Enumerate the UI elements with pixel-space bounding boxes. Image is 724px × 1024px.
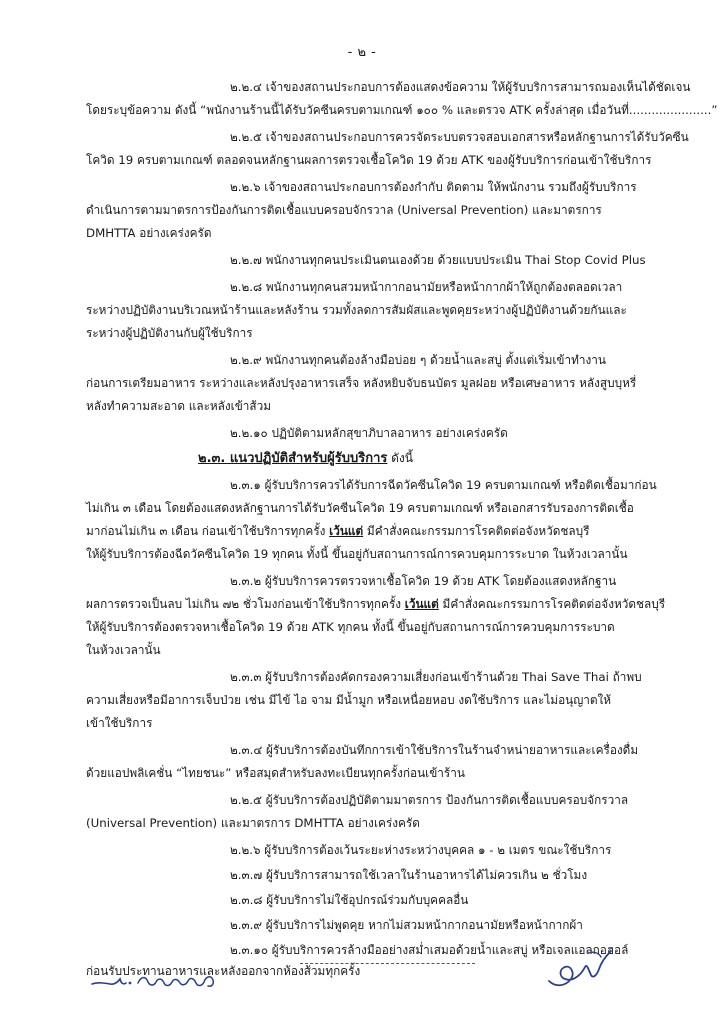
- item-2-3-10-line-2: ก่อนรับประทานอาหารและหลังออกจากห้องส้วมทุกครั้ง: [86, 964, 361, 978]
- item-2-2-9-line-1: ๒.๒.๙ พนักงานทุกคนต้องล้างมือบ่อย ๆ ด้วยน้ำและสบู่ ตั้งแต่เริ่มเข้าทำงาน: [230, 353, 606, 367]
- section-heading-title: ๒.๓. แนวปฏิบัติสำหรับผู้รับบริการ: [198, 451, 388, 466]
- item-2-3-1-line-4: ให้ผู้รับบริการต้องฉีดวัคซีนโควิด 19 ทุกคน ทั้งนี้ ขึ้นอยู่กับสถานการณ์การควบคุมการระบาด ในห้วงเวลานั้น: [86, 547, 628, 561]
- item-2-2-9-line-2: ก่อนการเตรียมอาหาร ระหว่างและหลังปรุงอาหารเสร็จ หลังหยิบจับธนบัตร มูลฝอย หรือเศษอาหาร หลังสูบบุหรี่: [86, 376, 637, 390]
- section-heading-tail: ดังนี้: [391, 451, 413, 465]
- item-2-3-2-em: เว้นแต่: [404, 597, 439, 611]
- section-heading: [198, 449, 413, 468]
- item-2-3-3-line-3: เข้าใช้บริการ: [86, 716, 153, 730]
- item-2-3-1-line-1: ๒.๓.๑ ผู้รับบริการควรได้รับการฉีดวัคซีนโควิด 19 ครบตามเกณฑ์ หรือติดเชื้อมาก่อน: [230, 478, 657, 492]
- item-2-2-8-line-2: ระหว่างปฏิบัติงานบริเวณหน้าร้านและหลังร้าน รวมทั้งลดการสัมผัสและพูดคุยระหว่างผู้ปฏิบัติงานด้วยกันและ: [86, 303, 627, 317]
- item-2-3-1-line-2: ไม่เกิน ๓ เดือน โดยต้องแสดงหลักฐานการได้รับวัคซีนโควิด 19 ครบตามเกณฑ์ หรือเอกสารรับรองการติดเชื้อ: [86, 501, 634, 515]
- item-2-3-1-em-after: มีคำสั่งคณะกรรมการโรคติดต่อจังหวัดชลบุรี: [363, 524, 590, 538]
- item-2-2-8-line-1: ๒.๒.๘ พนักงานทุกคนสวมหน้ากากอนามัยหรือหน้ากากผ้าให้ถูกต้องตลอดเวลา: [230, 280, 623, 294]
- item-2-3-8-line-1: ๒.๓.๘ ผู้รับบริการไม่ใช้อุปกรณ์ร่วมกับบุคคลอื่น: [230, 893, 469, 907]
- item-2-3-2-em-after: มีคำสั่งคณะกรรมการโรคติดต่อจังหวัดชลบุรี: [438, 597, 666, 611]
- item-2-3-1-em-before: มาก่อนไม่เกิน ๓ เดือน ก่อนเข้าใช้บริการทุกครั้ง: [86, 524, 330, 538]
- item-2-3-6-line-1: ๒.๒.๖ ผู้รับบริการต้องเว้นระยะห่างระหว่างบุคคล ๑ - ๒ เมตร ขณะใช้บริการ: [230, 843, 612, 857]
- item-2-3-2-em-before: ผลการตรวจเป็นลบ ไม่เกิน ๗๒ ชั่วโมงก่อนเข้าใช้บริการทุกครั้ง: [86, 597, 405, 611]
- item-2-2-9-line-3: หลังทำความสะอาด และหลังเข้าส้วม: [86, 399, 271, 413]
- item-2-2-7-line-1: ๒.๒.๗ พนักงานทุกคนประเมินตนเองด้วย ด้วยแบบประเมิน Thai Stop Covid Plus: [230, 253, 646, 267]
- item-2-3-1-em: เว้นแต่: [329, 524, 364, 538]
- item-2-2-4-line-1: ๒.๒.๔ เจ้าของสถานประกอบการต้องแสดงข้อความ ให้ผู้รับบริการสามารถมองเห็นได้ชัดเจน: [230, 80, 691, 94]
- item-2-2-5-line-1: ๒.๒.๕ เจ้าของสถานประกอบการควรจัดระบบตรวจสอบเอกสารหรือหลักฐานการได้รับวัคซีน: [230, 130, 689, 144]
- item-2-3-5-line-2: (Universal Prevention) และมาตรการ DMHTTA อย่างเคร่งครัด: [86, 816, 420, 830]
- item-2-3-7-line-1: ๒.๓.๗ ผู้รับบริการสามารถใช้เวลาในร้านอาหารได้ไม่ควรเกิน ๒ ชั่วโมง: [230, 868, 588, 882]
- handwritten-signature: [545, 945, 615, 995]
- item-2-3-2-line-4: ในห้วงเวลานั้น: [86, 643, 161, 657]
- item-2-3-2-line-1: ๒.๓.๒ ผู้รับบริการควรตรวจหาเชื้อโควิด 19 ด้วย ATK โดยต้องแสดงหลักฐาน: [230, 574, 617, 588]
- item-2-3-4-line-1: ๒.๓.๔ ผู้รับบริการต้องบันทึกการเข้าใช้บริการในร้านจำหน่ายอาหารและเครื่องดื่ม: [230, 743, 639, 757]
- item-2-2-6-line-1: ๒.๒.๖ เจ้าของสถานประกอบการต้องกำกับ ติดตาม ให้พนักงาน รวมถึงผู้รับบริการ: [230, 180, 637, 194]
- item-2-3-5-line-1: ๒.๒.๕ ผู้รับบริการต้องปฏิบัติตามมาตรการ ป้องกันการติดเชื้อแบบครอบจักรวาล: [230, 793, 629, 807]
- item-2-3-9-line-1: ๒.๓.๙ ผู้รับบริการไม่พูดคุย หากไม่สวมหน้ากากอนามัยหรือหน้ากากผ้า: [230, 918, 583, 932]
- item-2-2-8-line-3: ระหว่างผู้ปฏิบัติงานกับผู้ใช้บริการ: [86, 326, 253, 340]
- item-2-3-4-line-2: ด้วยแอปพลิเคชั่น “ไทยชนะ” หรือสมุดสำหรับลงทะเบียนทุกครั้งก่อนเข้าร้าน: [86, 766, 465, 780]
- item-2-2-5-line-2: โควิด 19 ครบตามเกณฑ์ ตลอดจนหลักฐานผลการตรวจเชื้อโควิด 19 ด้วย ATK ของผู้รับบริการก่อนเข้าใช้บริการ: [86, 153, 652, 167]
- item-2-3-1-line-3: [86, 522, 589, 540]
- item-2-3-3-line-1: ๒.๓.๓ ผู้รับบริการต้องคัดกรองความเสี่ยงก่อนเข้าร้านด้วย Thai Save Thai ถ้าพบ: [230, 670, 642, 684]
- item-2-2-10-line-1: ๒.๒.๑๐ ปฏิบัติตามหลักสุขาภิบาลอาหาร อย่างเคร่งครัด: [230, 426, 508, 440]
- item-2-3-10-line-1: ๒.๓.๑๐ ผู้รับบริการควรล้างมืออย่างสม่ำเสมอด้วยน้ำและสบู่ หรือเจลแอลกอฮอล์: [230, 943, 629, 957]
- item-2-3-2-line-3: ให้ผู้รับบริการต้องตรวจหาเชื้อโควิด 19 ด้วย ATK ทุกคน ทั้งนี้ ขึ้นอยู่กับสถานการณ์การควบคุมการระบาด: [86, 620, 615, 634]
- item-2-3-2-line-2: [86, 595, 665, 613]
- item-2-3-3-line-2: ความเสี่ยงหรือมีอาการเจ็บป่วย เช่น มีไข้ ไอ จาม มีน้ำมูก หรือเหนื่อยหอบ งดใช้บริการ และไม่อนุญาตให้: [86, 693, 612, 707]
- item-2-2-6-line-2: ดำเนินการตามมาตรการป้องกันการติดเชื้อแบบครอบจักรวาล (Universal Prevention) และมาตรการ: [86, 203, 602, 217]
- signature-divider: [300, 963, 475, 964]
- page-number: - ๒ -: [347, 45, 377, 60]
- handwritten-initials-signature: [86, 962, 231, 996]
- item-2-2-6-line-3: DMHTTA อย่างเคร่งครัด: [86, 226, 212, 240]
- item-2-2-4-line-2: โดยระบุข้อความ ดังนี้ “พนักงานร้านนี้ได้รับวัคซีนครบตามเกณฑ์ ๑๐๐ % และตรวจ ATK ครั้งล่าสุด เมื่อวันที่......................”: [86, 103, 718, 117]
